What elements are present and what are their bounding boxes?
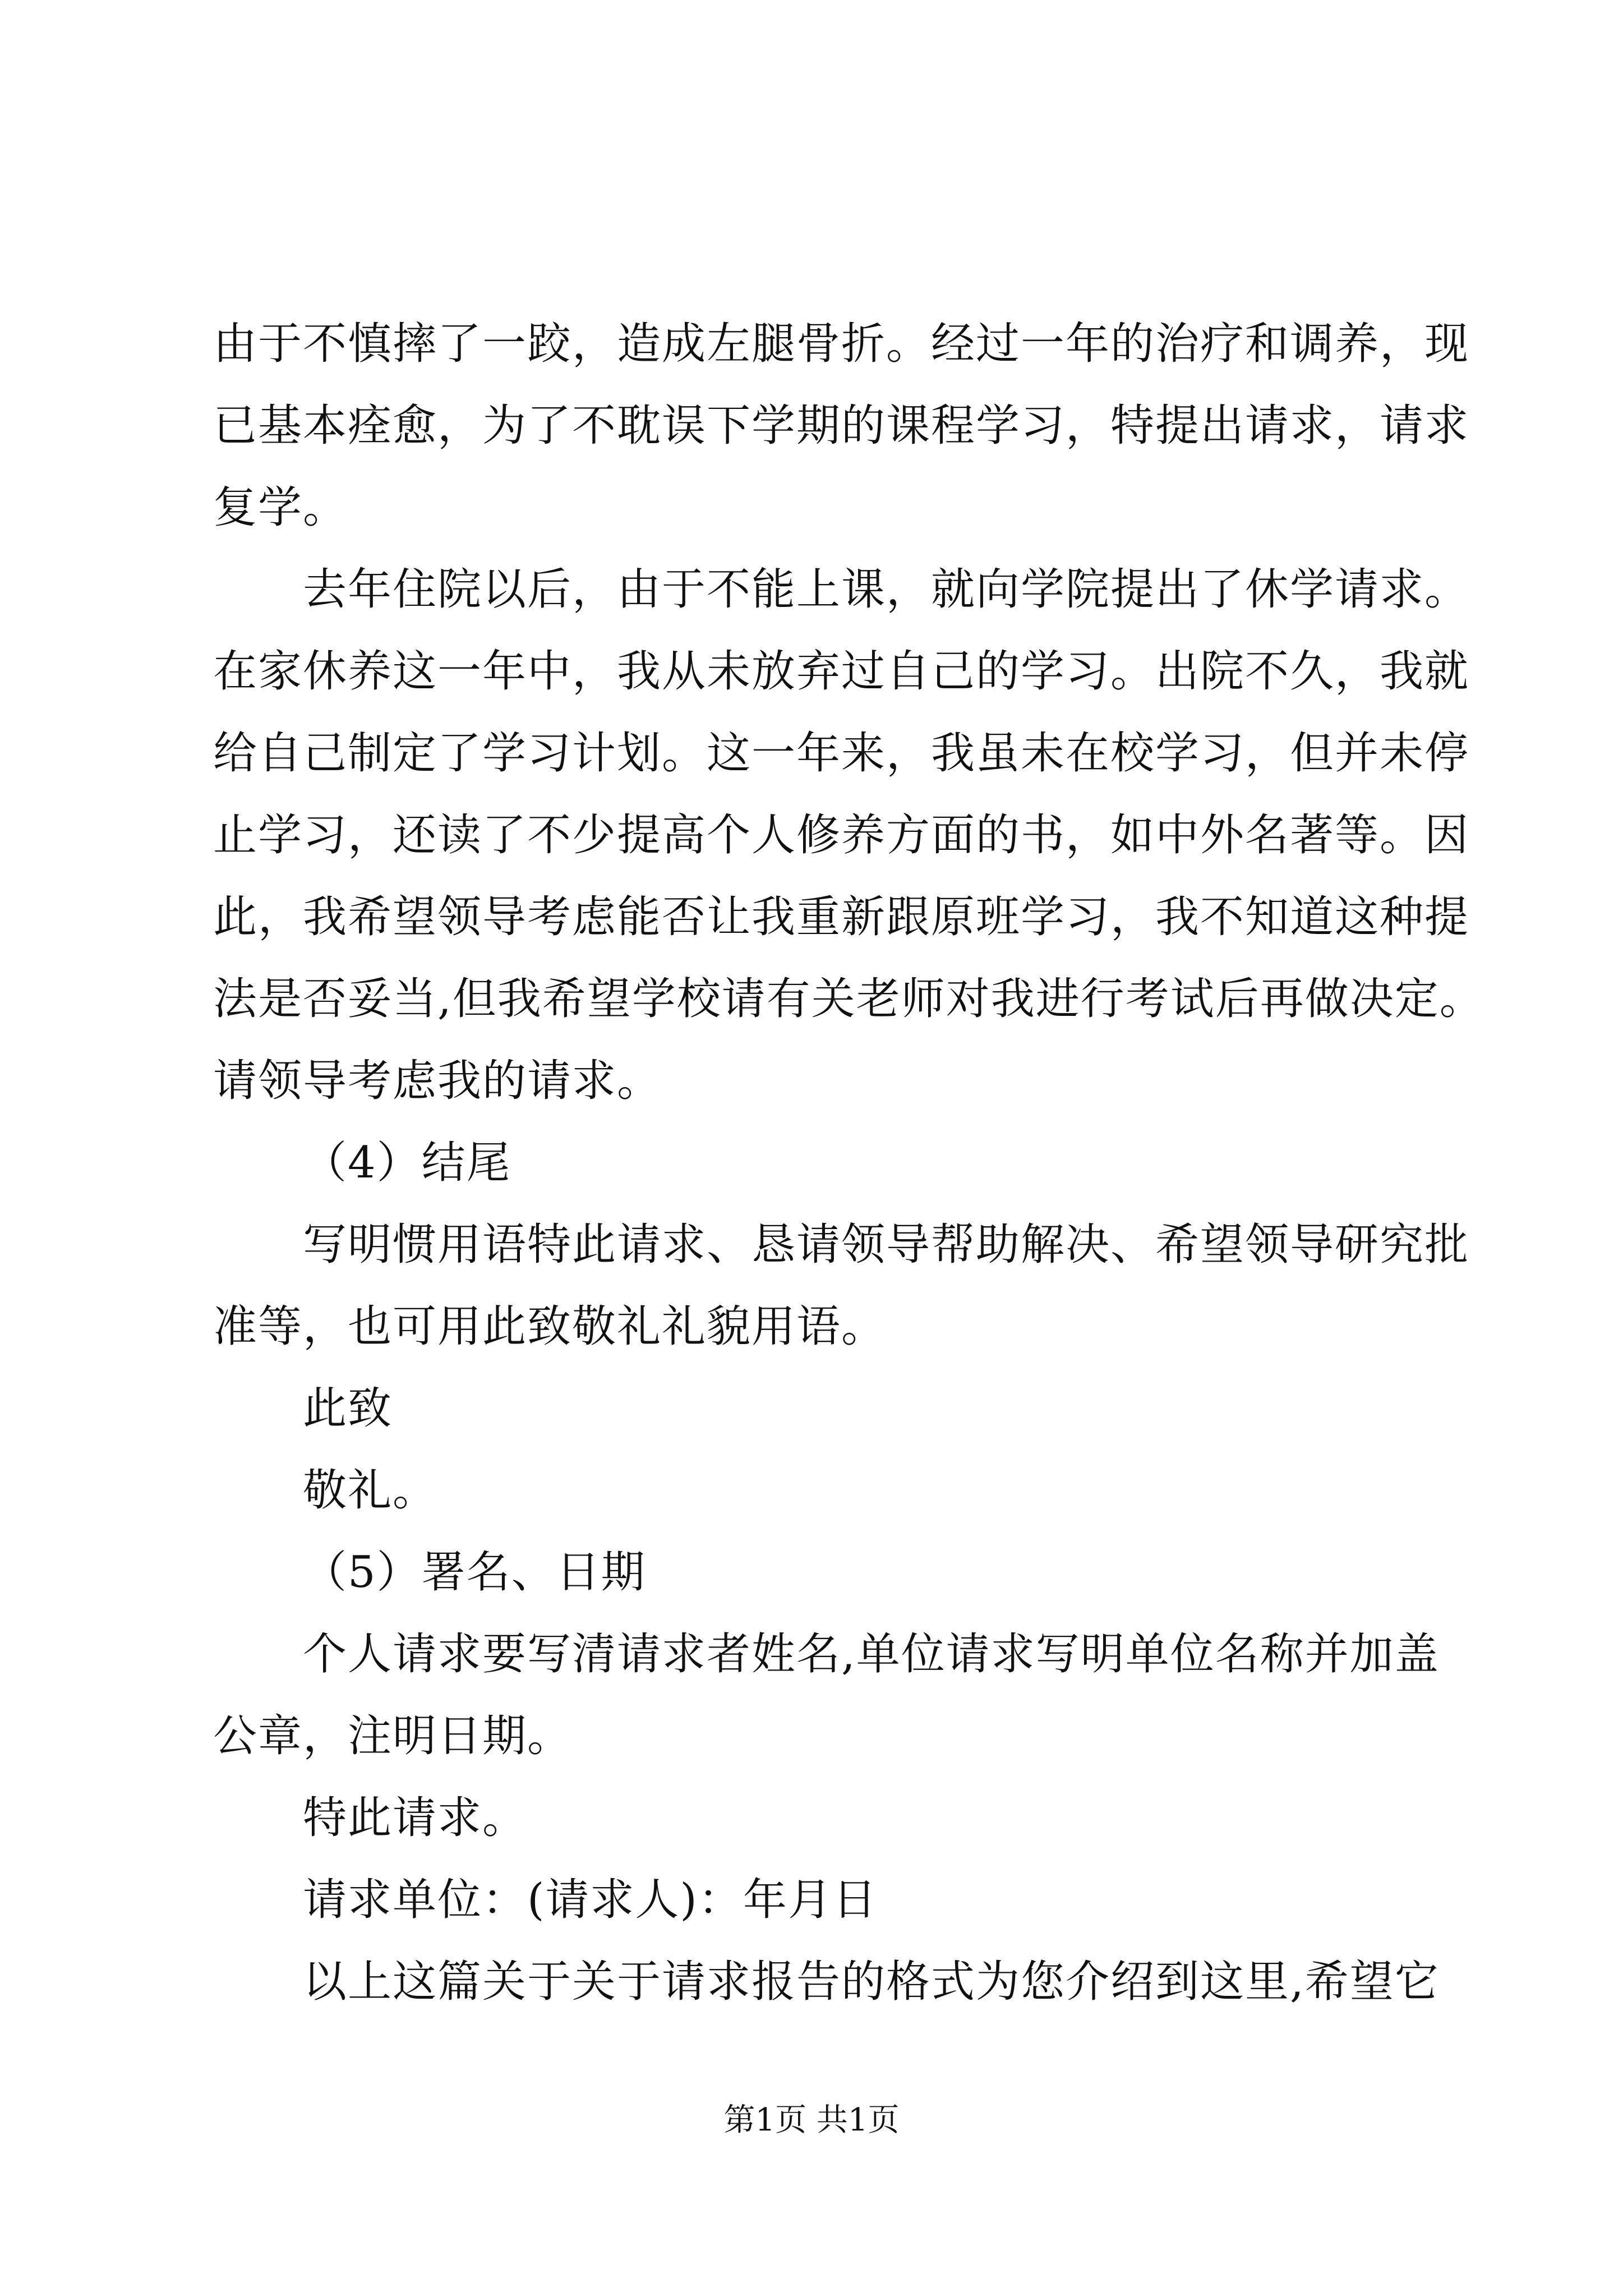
body-line: 公章，注明日期。 [213,1711,573,1761]
body-line: 在家休养这一年中，我从未放弃过自己的学习。出院不久，我就 [213,646,1470,697]
body-line: 以上这篇关于关于请求报告的格式为您介绍到这里,希望它 [303,1957,1440,2007]
body-line: 法是否妥当,但我希望学校请有关老师对我进行考试后再做决定。 [213,974,1484,1024]
body-line: 写明惯用语特此请求、恳请领导帮助解决、希望领导研究批 [303,1220,1470,1270]
body-line: 敬礼。 [303,1465,438,1516]
body-line: 由于不慎摔了一跤，造成左腿骨折。经过一年的治疗和调养，现 [213,319,1470,369]
body-line: 请求单位：(请求人)：年月日 [303,1875,878,1925]
body-line: 个人请求要写清请求者姓名,单位请求写明单位名称并加盖 [303,1629,1440,1680]
body-line: 特此请求。 [303,1793,528,1843]
body-line: 给自己制定了学习计划。这一年来，我虽未在校学习，但并未停 [213,728,1470,779]
body-line: 此致 [303,1383,393,1434]
body-line: 此，我希望领导考虑能否让我重新跟原班学习，我不知道这种提 [213,892,1470,942]
body-line: 复学。 [213,482,348,533]
body-line: 请领导考虑我的请求。 [213,1056,662,1106]
page-number-footer: 第1页 共1页 [723,2102,900,2138]
body-line: 准等，也可用此致敬礼礼貌用语。 [213,1301,887,1352]
section-heading: （5）署名、日期 [303,1547,646,1598]
body-line: 已基本痊愈，为了不耽误下学期的课程学习，特提出请求，请求 [213,401,1470,451]
body-line: 止学习，还读了不少提高个人修养方面的书，如中外名著等。因 [213,810,1470,861]
body-line: 去年住院以后，由于不能上课，就向学院提出了休学请求。 [303,564,1470,615]
document-body [213,303,1484,2023]
section-heading: （4）结尾 [303,1138,511,1188]
